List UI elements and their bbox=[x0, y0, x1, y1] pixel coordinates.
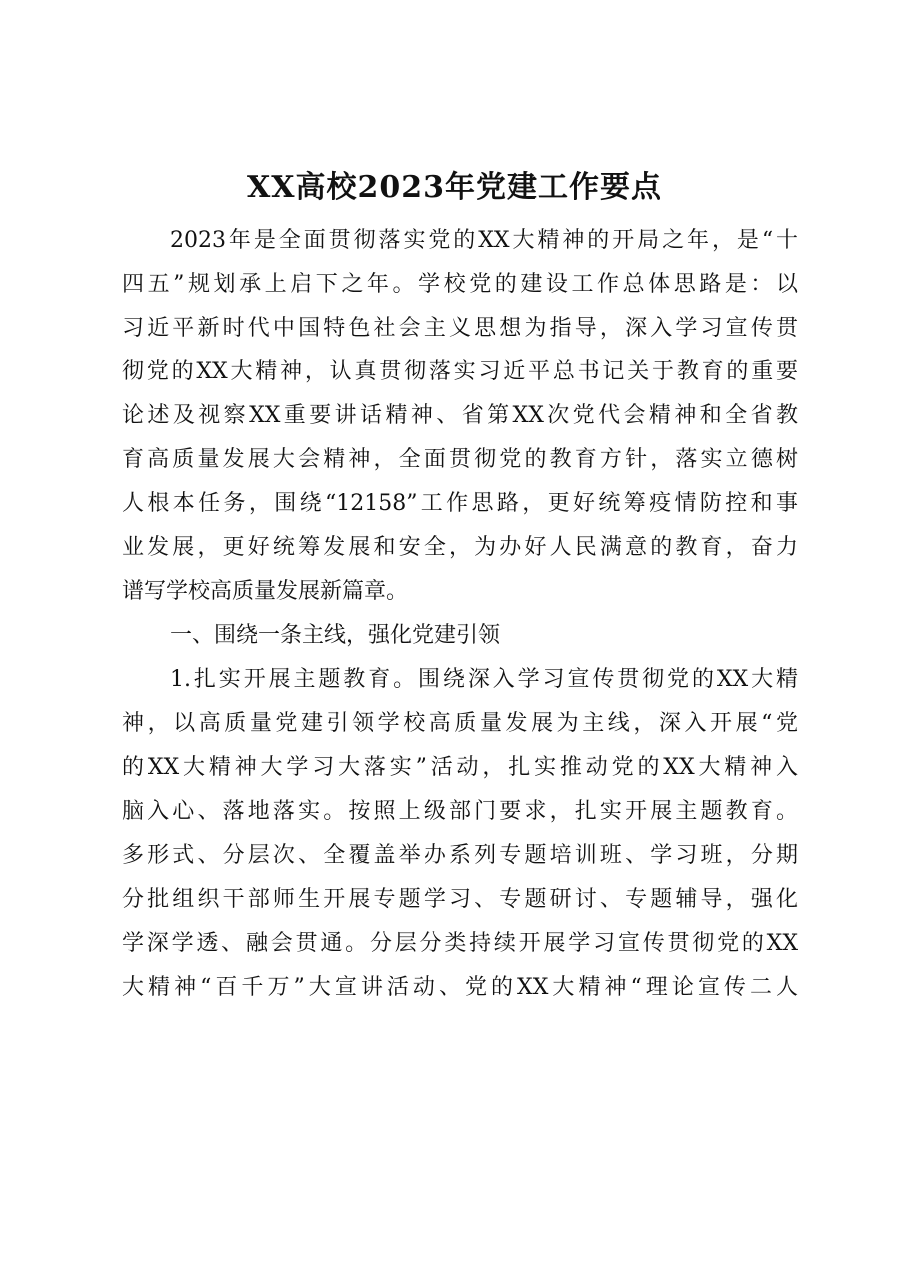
paragraph-line: 习近平新时代中国特色社会主义思想为指导，深入学习宣传贯 bbox=[122, 316, 798, 341]
paragraph-line: 脑入心、落地落实。按照上级部门要求，扎实开展主题教育。 bbox=[122, 799, 798, 824]
section-heading: 一、围绕一条主线，强化党建引领 bbox=[170, 623, 501, 648]
paragraph-line: 分批组织干部师生开展专题学习、专题研讨、专题辅导，强化 bbox=[122, 887, 798, 912]
paragraph-line: 业发展，更好统筹发展和安全，为办好人民满意的教育，奋力 bbox=[122, 535, 798, 560]
paragraph-line: 神，以高质量党建引领学校高质量发展为主线，深入开展“党 bbox=[122, 711, 798, 736]
paragraph-line: 学深学透、融会贯通。分层分类持续开展学习宣传贯彻党的XX bbox=[122, 931, 798, 956]
paragraph-line: 彻党的XX大精神，认真贯彻落实习近平总书记关于教育的重要 bbox=[122, 359, 798, 384]
paragraph-line: 谱写学校高质量发展新篇章。 bbox=[122, 579, 409, 604]
paragraph-line: 论述及视察XX重要讲话精神、省第XX次党代会精神和全省教 bbox=[122, 403, 798, 428]
paragraph-line: 育高质量发展大会精神，全面贯彻党的教育方针，落实立德树 bbox=[122, 447, 798, 472]
paragraph-line: 2023年是全面贯彻落实党的XX大精神的开局之年，是“十 bbox=[170, 228, 798, 253]
paragraph-line: 多形式、分层次、全覆盖举办系列专题培训班、学习班，分期 bbox=[122, 843, 798, 868]
paragraph-line: 人根本任务，围绕“12158”工作思路，更好统筹疫情防控和事 bbox=[122, 491, 798, 516]
paragraph-line: 四五”规划承上启下之年。学校党的建设工作总体思路是：以 bbox=[122, 272, 798, 297]
paragraph-line: 大精神“百千万”大宣讲活动、党的XX大精神“理论宣传二人 bbox=[122, 975, 798, 1000]
paragraph-line: 的XX大精神大学习大落实”活动，扎实推动党的XX大精神入 bbox=[122, 755, 798, 780]
document-title: XX高校2023年党建工作要点 bbox=[246, 170, 663, 205]
paragraph-line: 1.扎实开展主题教育。围绕深入学习宣传贯彻党的XX大精 bbox=[170, 667, 798, 692]
